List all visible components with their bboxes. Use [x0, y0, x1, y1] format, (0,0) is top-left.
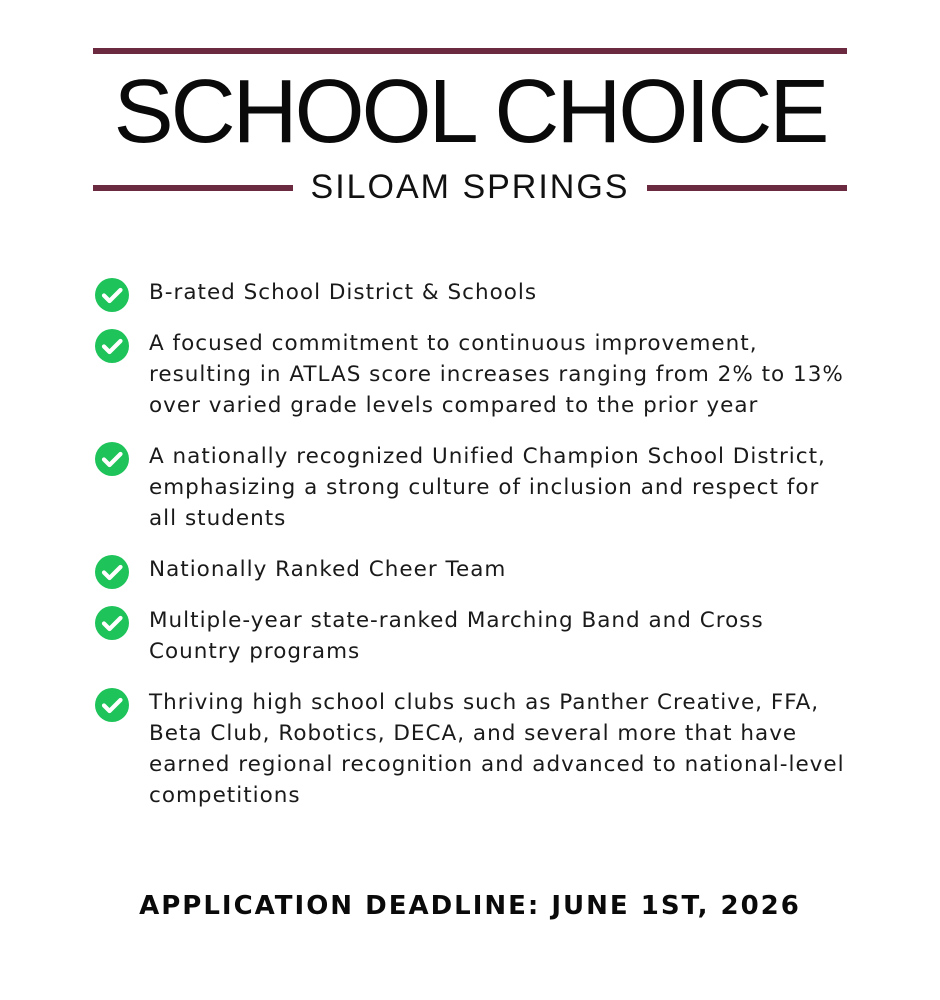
list-item	[93, 605, 853, 667]
list-item-text: Nationally Ranked Cheer Team	[149, 557, 507, 582]
check-circle-icon	[95, 329, 129, 363]
page-title: SCHOOL CHOICE	[113, 62, 827, 162]
list-item-text: A nationally recognized Unified Champion School District, emphasizing a strong culture of inclusion and respect for all students	[149, 444, 826, 531]
list-item	[93, 554, 853, 585]
list-item-text: Multiple-year state-ranked Marching Band and Cross Country programs	[149, 608, 764, 664]
subtitle-row	[93, 166, 847, 208]
check-circle-icon	[95, 442, 129, 476]
list-item	[93, 277, 853, 308]
list-item	[93, 328, 853, 421]
list-item-text: B-rated School District & Schools	[149, 280, 538, 305]
list-item-text: Thriving high school clubs such as Panther Creative, FFA, Beta Club, Robotics, DECA, and several more that have earned regional recognition and advanced to national-level competitions	[149, 690, 845, 808]
application-deadline: APPLICATION DEADLINE: JUNE 1ST, 2026	[139, 891, 801, 921]
subtitle-left-rule	[93, 185, 293, 191]
subtitle-right-rule	[647, 185, 847, 191]
list-item-text: A focused commitment to continuous improvement, resulting in ATLAS score increases ranging from 2% to 13% over varied grade levels compared to the prior year	[149, 331, 844, 418]
check-circle-icon	[95, 688, 129, 722]
feature-list	[93, 277, 853, 831]
check-circle-icon	[95, 278, 129, 312]
list-item	[93, 687, 853, 811]
top-divider-rule	[93, 48, 847, 54]
list-item	[93, 441, 853, 534]
page-subtitle: SILOAM SPRINGS	[310, 168, 630, 206]
check-circle-icon	[95, 555, 129, 589]
check-circle-icon	[95, 606, 129, 640]
